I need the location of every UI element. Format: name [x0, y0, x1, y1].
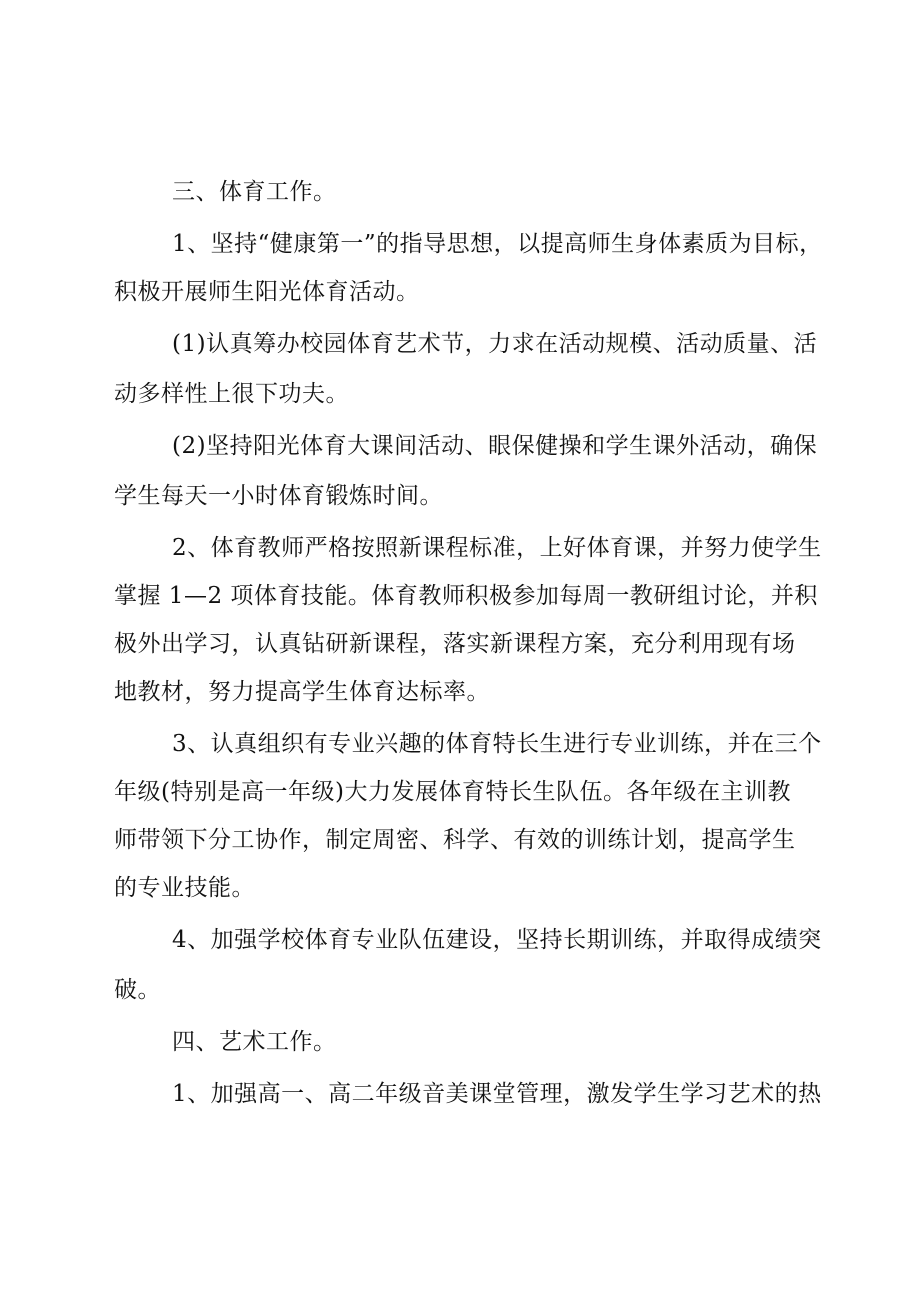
text-line: 年级(特别是高一年级)大力发展体育特长生队伍。各年级在主训教 — [114, 779, 791, 805]
text-line: 1、坚持“健康第一”的指导思想，以提高师生身体素质为目标， — [172, 231, 823, 257]
section-heading-arts — [0, 1022, 920, 1062]
text-line: 1、加强高一、高二年级音美课堂管理，激发学生学习艺术的热 — [172, 1081, 822, 1107]
text-line: 动多样性上很下功夫。 — [114, 381, 349, 407]
text-line: 的专业技能。 — [114, 875, 255, 901]
paragraph-line — [0, 920, 920, 960]
paragraph-line — [0, 324, 920, 364]
paragraph-line — [0, 772, 920, 812]
paragraph-line — [0, 224, 920, 264]
paragraph-line — [0, 1074, 920, 1114]
text-line: 掌握 1—2 项体育技能。体育教师积极参加每周一教研组讨论，并积 — [114, 583, 818, 609]
text-line: 破。 — [114, 977, 161, 1003]
paragraph-line — [0, 528, 920, 568]
paragraph-line — [0, 724, 920, 764]
paragraph-line — [0, 374, 920, 414]
paragraph-line — [0, 272, 920, 312]
text-line: 积极开展师生阳光体育活动。 — [114, 279, 420, 305]
paragraph-line — [0, 672, 920, 712]
text-line: 2、体育教师严格按照新课程标准，上好体育课，并努力使学生 — [172, 535, 822, 561]
text-line: (2)坚持阳光体育大课间活动、眼保健操和学生课外活动，确保 — [172, 433, 818, 459]
text-line: 师带领下分工协作，制定周密、科学、有效的训练计划，提高学生 — [114, 827, 796, 853]
paragraph-line — [0, 970, 920, 1010]
text-line: 4、加强学校体育专业队伍建设，坚持长期训练，并取得成绩突 — [172, 927, 822, 953]
paragraph-line — [0, 868, 920, 908]
paragraph-line — [0, 426, 920, 466]
paragraph-line — [0, 576, 920, 616]
text-line: 地教材，努力提高学生体育达标率。 — [114, 679, 490, 705]
text-line: 四、艺术工作。 — [172, 1029, 337, 1055]
section-heading-sports — [0, 172, 920, 212]
text-line: 三、体育工作。 — [172, 179, 337, 205]
text-line: 极外出学习，认真钻研新课程，落实新课程方案，充分利用现有场 — [114, 631, 796, 657]
paragraph-line — [0, 476, 920, 516]
text-line: (1)认真筹办校园体育艺术节，力求在活动规模、活动质量、活 — [172, 331, 818, 357]
paragraph-line — [0, 820, 920, 860]
text-line: 学生每天一小时体育锻炼时间。 — [114, 483, 443, 509]
text-line: 3、认真组织有专业兴趣的体育特长生进行专业训练，并在三个 — [172, 731, 822, 757]
paragraph-line — [0, 624, 920, 664]
